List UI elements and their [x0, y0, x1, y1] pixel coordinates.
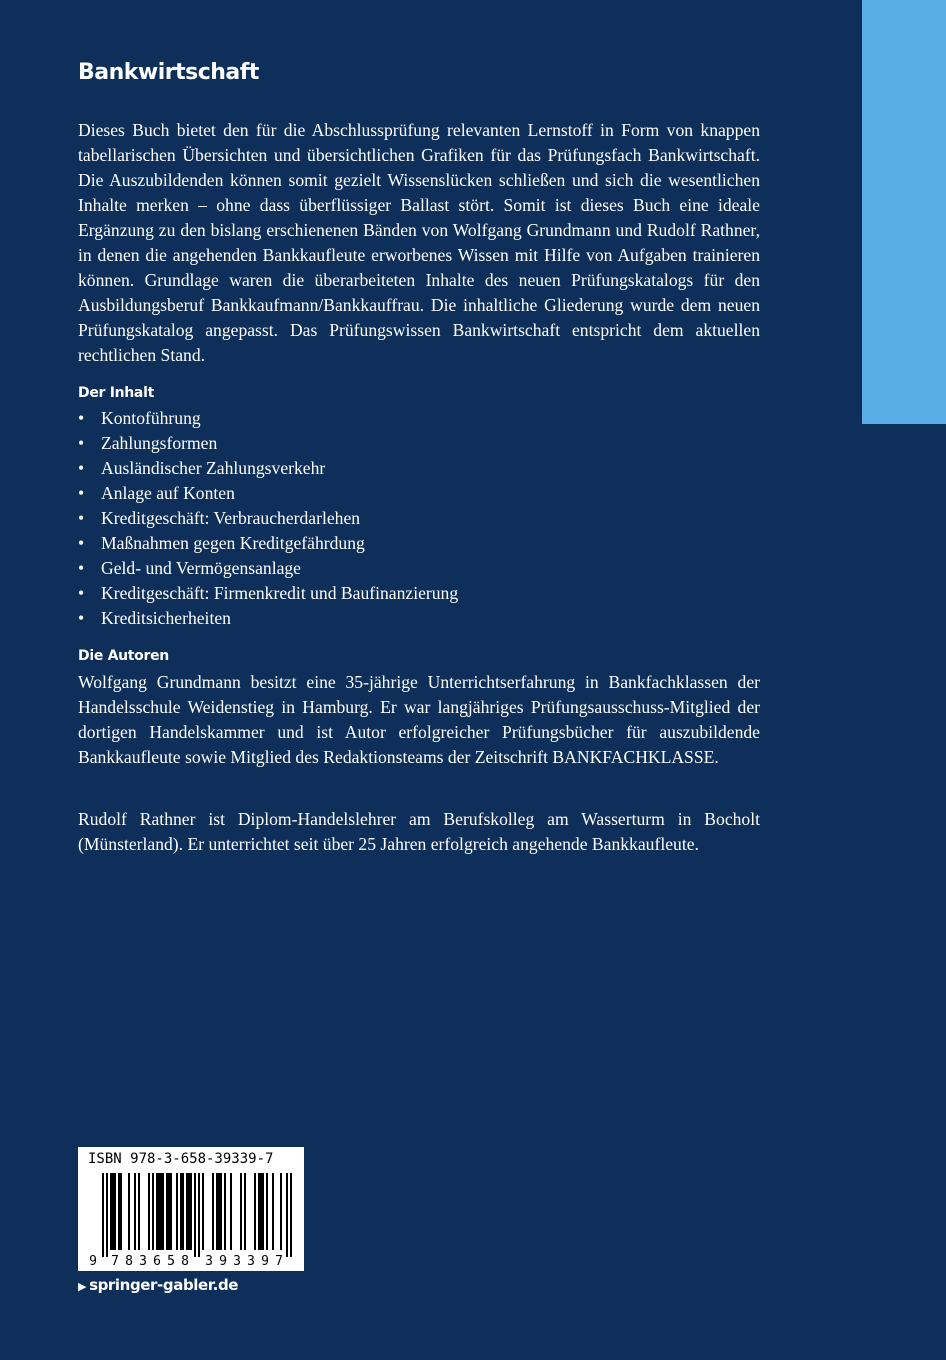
barcode-bar	[120, 1173, 122, 1250]
barcode-bar	[148, 1173, 150, 1250]
bullet-icon: •	[78, 533, 85, 553]
publisher-url-text: springer-gabler.de	[89, 1276, 239, 1294]
barcode-bar	[272, 1173, 274, 1250]
barcode-digit: 9	[219, 1254, 227, 1269]
barcode-bar	[286, 1173, 288, 1257]
barcode-bar	[166, 1173, 168, 1250]
contents-item-label: Maßnahmen gegen Kreditgefährdung	[101, 533, 365, 553]
barcode-bar	[220, 1173, 222, 1250]
accent-bar	[862, 0, 946, 424]
bullet-icon: •	[78, 583, 85, 603]
barcode-graphic	[78, 1147, 304, 1271]
barcode-bar	[186, 1173, 188, 1250]
barcode-digit: 9	[261, 1254, 269, 1269]
contents-item	[78, 431, 458, 456]
contents-item-label: Kreditsicherheiten	[101, 608, 231, 628]
play-arrow-icon: ▶	[78, 1280, 87, 1293]
contents-item	[78, 406, 458, 431]
barcode-bar	[112, 1173, 114, 1250]
contents-item	[78, 456, 458, 481]
barcode-bar	[280, 1173, 282, 1250]
barcode-bar	[224, 1173, 226, 1250]
contents-item	[78, 481, 458, 506]
contents-item-label: Anlage auf Konten	[101, 483, 235, 503]
barcode-bar	[202, 1173, 204, 1250]
barcode-bar	[216, 1173, 218, 1250]
barcode-digit: 3	[247, 1254, 255, 1269]
barcode-digit: 3	[139, 1254, 147, 1269]
bullet-icon: •	[78, 483, 85, 503]
barcode-bar	[262, 1173, 264, 1250]
barcode-digit: 5	[167, 1254, 175, 1269]
contents-item-label: Zahlungsformen	[101, 433, 218, 453]
barcode-bar	[230, 1173, 232, 1250]
barcode-bar	[170, 1173, 172, 1250]
barcode-bar	[260, 1173, 262, 1250]
bullet-icon: •	[78, 608, 85, 628]
barcode-bar	[244, 1173, 246, 1250]
barcode-bar	[156, 1173, 158, 1250]
bullet-icon: •	[78, 433, 85, 453]
bullet-icon: •	[78, 408, 85, 428]
barcode-digit: 9	[89, 1254, 97, 1269]
barcode-bar	[290, 1173, 292, 1257]
isbn-label: ISBN 978-3-658-39339-7	[88, 1151, 274, 1167]
barcode-bar	[106, 1173, 108, 1257]
contents-item-label: Geld- und Vermögensanlage	[101, 558, 301, 578]
barcode-bar	[134, 1173, 136, 1250]
barcode-bar	[240, 1173, 242, 1250]
contents-item	[78, 556, 458, 581]
barcode-bar	[258, 1173, 260, 1250]
barcode-bar	[188, 1173, 190, 1250]
isbn-barcode	[78, 1147, 304, 1271]
bullet-icon: •	[78, 458, 85, 478]
barcode-digit: 3	[233, 1254, 241, 1269]
contents-item	[78, 606, 458, 631]
barcode-bar	[138, 1173, 140, 1250]
contents-item	[78, 506, 458, 531]
contents-item-label: Kreditgeschäft: Verbraucherdarlehen	[101, 508, 361, 528]
barcode-bar	[114, 1173, 116, 1250]
barcode-bar	[198, 1173, 200, 1257]
barcode-bar	[212, 1173, 214, 1250]
book-description: Dieses Buch bietet den für die Abschlussprüfung relevanten Lernstoff in Form von knappen tabellarischen Übersichten und übersichtlichen Grafiken für das Prüfungsfach Bankwirtschaft. Die Auszubildenden können somit gezielt Wissenslücken schließen und sich die wesentlichen Inhalte merken – ohne dass überflüssiger Ballast stört. Somit ist dieses Buch eine ideale Ergänzung zu den bislang erschienenen Bänden von Wolfgang Grundmann und Rudolf Rathner, in denen die angehenden Bankkaufleute erworbenes Wissen mit Hilfe von Aufgaben trainieren können. Grundlage waren die überarbeiteten Inhalte des neuen Prüfungskatalogs für den Ausbildungsberuf Bankkaufmann/Bankkauffrau. Die inhaltliche Gliederung wurde dem neuen Prüfungskatalog angepasst. Das Prüfungswissen Bankwirtschaft entspricht dem aktuellen rechtlichen Stand.	[78, 120, 760, 365]
barcode-bar	[168, 1173, 170, 1250]
barcode-bar	[158, 1173, 160, 1250]
barcode-digit: 6	[153, 1254, 161, 1269]
contents-list	[78, 406, 458, 631]
contents-item	[78, 531, 458, 556]
authors-heading: Die Autoren	[78, 648, 169, 664]
barcode-bar	[180, 1173, 182, 1250]
barcode-bar	[162, 1173, 164, 1250]
publisher-url[interactable]	[78, 1276, 238, 1294]
contents-item	[78, 581, 458, 606]
barcode-bar	[152, 1173, 154, 1250]
barcode-bar	[194, 1173, 196, 1257]
barcode-bar	[102, 1173, 104, 1257]
barcode-digit: 7	[111, 1254, 119, 1269]
barcode-bar	[218, 1173, 220, 1250]
book-title: Bankwirtschaft	[78, 60, 259, 85]
contents-item-label: Kreditgeschäft: Firmenkredit und Baufinanzierung	[101, 583, 459, 603]
barcode-digit: 3	[205, 1254, 213, 1269]
barcode-digit: 8	[125, 1254, 133, 1269]
contents-item-label: Ausländischer Zahlungsverkehr	[101, 458, 326, 478]
barcode-bar	[190, 1173, 192, 1250]
barcode-digit: 7	[275, 1254, 283, 1269]
barcode-bar	[254, 1173, 256, 1250]
barcode-bar	[160, 1173, 162, 1250]
barcode-bar	[118, 1173, 120, 1250]
bullet-icon: •	[78, 508, 85, 528]
barcode-bar	[128, 1173, 130, 1250]
bullet-icon: •	[78, 558, 85, 578]
contents-item-label: Kontoführung	[101, 408, 201, 428]
barcode-digit: 8	[181, 1254, 189, 1269]
barcode-bar	[182, 1173, 184, 1250]
author-bio-rathner: Rudolf Rathner ist Diplom-Handelslehrer am Berufskolleg am Wasserturm in Bocholt (Münsterland). Er unterrichtet seit über 25 Jahren erfolgreich angehende Bankkaufleute.	[78, 809, 760, 854]
barcode-bar	[176, 1173, 178, 1250]
barcode-bar	[266, 1173, 268, 1250]
contents-heading: Der Inhalt	[78, 385, 154, 401]
author-bio-grundmann: Wolfgang Grundmann besitzt eine 35-jährige Unterrichtserfahrung in Bankfachklassen der Handelsschule Weidenstieg in Hamburg. Er war langjähriges Prüfungsausschuss-Mitglied der dortigen Handelskammer und ist Autor erfolgreicher Prüfungsbücher für auszubildende Bankkaufleute sowie Mitglied des Redaktionsteams der Zeitschrift BANKFACHKLASSE.	[78, 672, 760, 767]
barcode-bar	[110, 1173, 112, 1250]
